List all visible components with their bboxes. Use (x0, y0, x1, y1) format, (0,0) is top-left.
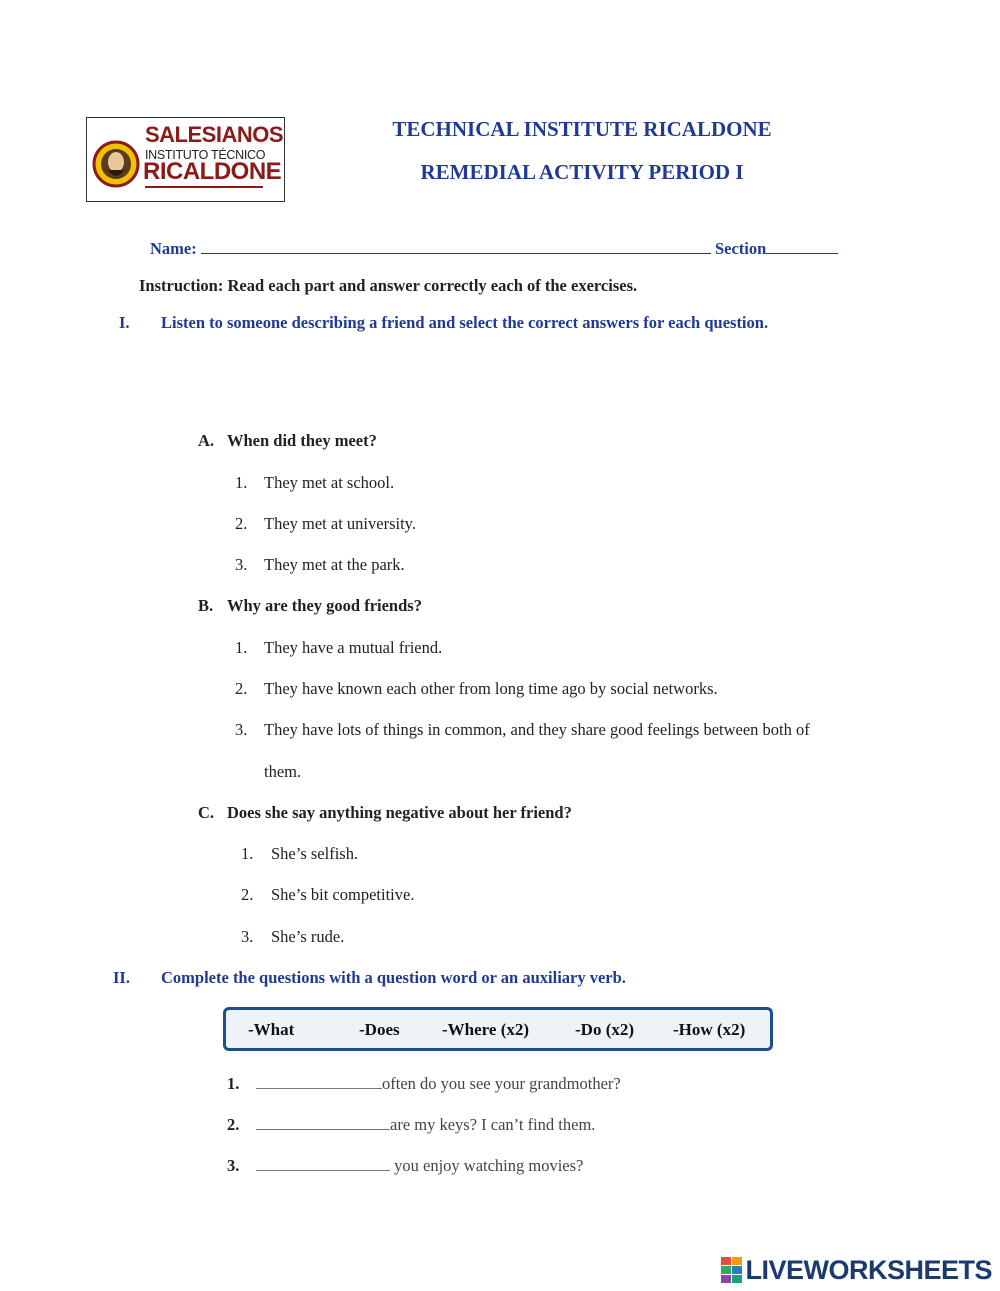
section-field[interactable] (766, 239, 838, 254)
item-3 (256, 1156, 583, 1176)
word-bank-item: -How (x2) (673, 1020, 746, 1039)
liveworksheets-logo[interactable] (721, 1253, 992, 1287)
option-b3-continued[interactable]: them. (264, 762, 302, 781)
question-c-letter: C. (198, 803, 215, 822)
option-c2[interactable]: She’s bit competitive. (271, 885, 415, 904)
name-field[interactable] (201, 239, 711, 254)
option-a2-num: 2. (235, 514, 248, 533)
option-b3[interactable]: They have lots of things in common, and they share good feelings between both of (264, 720, 810, 739)
word-bank-item: -What (248, 1020, 295, 1039)
option-a1[interactable]: They met at school. (264, 473, 395, 492)
option-a3-num: 3. (235, 555, 248, 574)
item-2-num: 2. (227, 1115, 240, 1134)
option-b3-num: 3. (235, 720, 248, 739)
institute-title: TECHNICAL INSTITUTE RICALDONE (392, 117, 772, 141)
question-a-text: When did they meet? (227, 431, 377, 450)
part2-numeral: II. (113, 968, 130, 987)
part1-numeral: I. (119, 313, 130, 332)
item-1 (256, 1074, 621, 1094)
item-3-num: 3. (227, 1156, 240, 1175)
saint-emblem-icon (92, 130, 144, 192)
option-c2-num: 2. (241, 885, 254, 904)
part1-heading: Listen to someone describing a friend and select the correct answers for each question. (161, 313, 769, 332)
option-a2[interactable]: They met at university. (264, 514, 416, 533)
question-b-letter: B. (198, 596, 214, 615)
logo-line-3: RICALDONE (143, 158, 282, 185)
question-b-text: Why are they good friends? (227, 596, 422, 615)
part2-heading: Complete the questions with a question word or an auxiliary verb. (161, 968, 626, 987)
logo-line-2: INSTITUTO TÉCNICO (145, 148, 266, 162)
option-c3-num: 3. (241, 927, 254, 946)
item-1-num: 1. (227, 1074, 240, 1093)
item-1-text: often do you see your grandmother? (382, 1074, 621, 1093)
option-b1-num: 1. (235, 638, 248, 657)
item-2 (256, 1115, 595, 1135)
option-b2-num: 2. (235, 679, 248, 698)
question-a-letter: A. (198, 431, 215, 450)
logo-underline (145, 186, 263, 188)
name-label: Name: (150, 239, 197, 258)
answer-field-3[interactable] (256, 1156, 390, 1171)
option-b1[interactable]: They have a mutual friend. (264, 638, 443, 657)
item-2-text: are my keys? I can’t find them. (390, 1115, 596, 1134)
activity-title: REMEDIAL ACTIVITY PERIOD I (420, 160, 744, 184)
option-c3[interactable]: She’s rude. (271, 927, 345, 946)
logo-line-1: SALESIANOS (145, 122, 284, 147)
option-c1[interactable]: She’s selfish. (271, 844, 359, 863)
option-c1-num: 1. (241, 844, 254, 863)
question-c-text: Does she say anything negative about her friend? (227, 803, 572, 822)
option-b2[interactable]: They have known each other from long time ago by social networks. (264, 679, 718, 698)
item-3-text: you enjoy watching movies? (390, 1156, 584, 1175)
word-bank-item: -Where (x2) (442, 1020, 530, 1039)
option-a3[interactable]: They met at the park. (264, 555, 405, 574)
answer-field-2[interactable] (256, 1115, 390, 1130)
answer-field-1[interactable] (256, 1074, 382, 1089)
word-bank-item: -Does (359, 1020, 400, 1039)
liveworksheets-text: LIVEWORKSHEETS (745, 1254, 992, 1285)
word-bank (223, 1007, 773, 1051)
word-bank-item: -Do (x2) (575, 1020, 635, 1039)
name-section-row (150, 239, 838, 259)
school-logo (86, 117, 285, 202)
instruction: Instruction: Read each part and answer correctly each of the exercises. (139, 276, 638, 295)
liveworksheets-blocks-icon (721, 1257, 743, 1283)
option-a1-num: 1. (235, 473, 248, 492)
section-label: Section (714, 239, 767, 258)
